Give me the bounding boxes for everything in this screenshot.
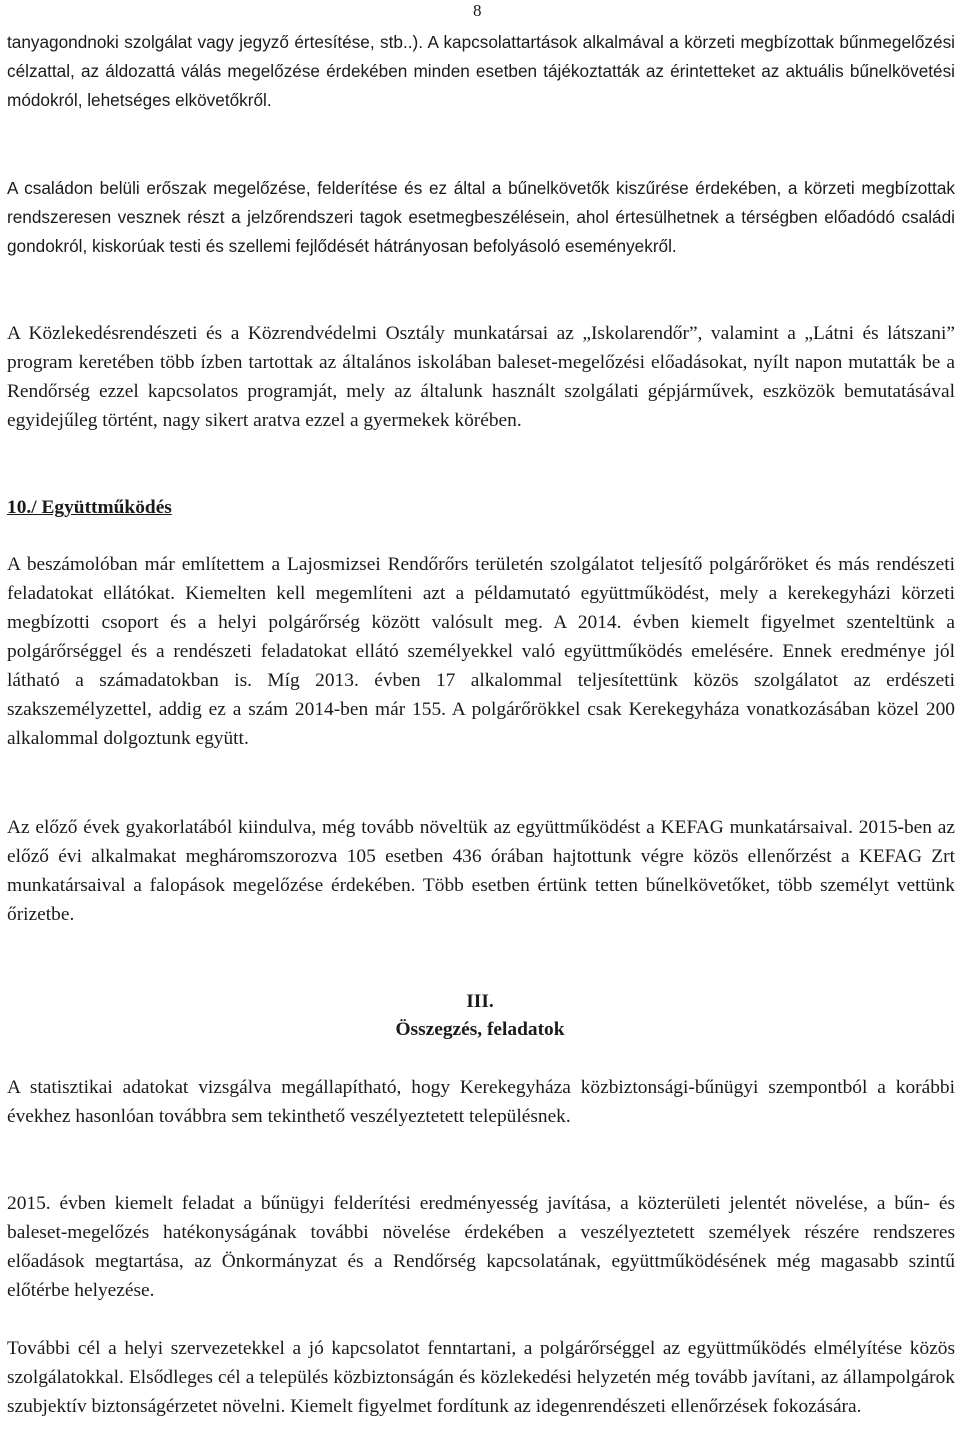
paragraph-text: A Közlekedésrendészeti és a Közrendvédelmi Osztály munkatársai az „Iskolarendőr”, valamint a „Látni és látszani” program keretében több ízben tartottak az általános iskolában baleset-megelőzési előadásokat, nyílt napon mutatták be a Rendőrség ezzel kapcsolatos programját, mely az általunk használt szolgálati gépjárművek, eszközök bemutatásával egyidejűleg történt, nagy sikert aratva ezzel a gyermekek körében. <box>7 323 955 431</box>
paragraph-further-goals <box>7 1334 955 1421</box>
paragraph-civil-guard <box>7 550 955 753</box>
paragraph-contacts <box>7 28 955 115</box>
paragraph-text: A statisztikai adatokat vizsgálva megállapítható, hogy Kerekegyháza közbiztonsági-bűnügyi szempontból a korábbi évekhez hasonlóan továbbra sem tekinthető veszélyeztetett településnek. <box>7 1077 955 1127</box>
paragraph-domestic-violence <box>7 174 955 261</box>
paragraph-text: A családon belüli erőszak megelőzése, felderítése és ez által a bűnelkövetők kiszűrése érdekében, a körzeti megbízottak rendszeresen vesznek részt a jelzőrendszeri tagok esetmegbeszélésein, ahol értesülhetnek a térségben előadódó családi gondokról, kiskorúak testi és szellemi fejlődését hátrányosan befolyásoló eseményekről. <box>7 178 955 256</box>
chapter-number: III. <box>466 991 494 1012</box>
paragraph-text: tanyagondnoki szolgálat vagy jegyző értesítése, stb..). A kapcsolattartások alkalmával a körzeti megbízottak bűnmegelőzési célzattal, az áldozattá válás megelőzése érdekében minden esetben tájékoztatták az érintetteket az aktuális bűnelkövetési módokról, lehetséges elkövetőkről. <box>7 32 955 110</box>
paragraph-text: További cél a helyi szervezetekkel a jó kapcsolatot fenntartani, a polgárőrséggel az együttműködés elmélyítése közös szolgálatokkal. Elsődleges cél a település közbiztonságán és közlekedési helyzetén még tovább javítani, az állampolgárok szubjektív biztonságérzetet növelni. Kiemelt figyelmet fordítunk az idegenrendészeti ellenőrzések fokozására. <box>7 1338 955 1417</box>
paragraph-traffic-police <box>7 319 955 435</box>
page-number: 8 <box>473 1 482 20</box>
section-heading-cooperation: 10./ Együttműködés <box>7 497 172 518</box>
paragraph-statistics <box>7 1073 955 1131</box>
paragraph-text: A beszámolóban már említettem a Lajosmizsei Rendőrőrs területén szolgálatot teljesítő polgárőröket és más rendészeti feladatokat ellátókat. Kiemelten kell megemlíteni azt a példamutató együttműködést, mely a kerekegyházi körzeti megbízotti csoport és a helyi polgárőrség között valósult meg. A 2014. évben kiemelt figyelmet szenteltünk a polgárőrséggel és a rendészeti feladatokat ellátó személyekkel való együttműködés emelésére. Ennek eredménye jól látható a számadatokban is. Míg 2013. évben 17 alkalommal teljesítettünk közös szolgálatot az erdészeti szakszemélyzettel, addig ez a szám 2014-ben már 155. A polgárőrökkel csak Kerekegyháza vonatkozásában közel 200 alkalommal dolgoztunk együtt. <box>7 554 955 749</box>
paragraph-kefag <box>7 813 955 929</box>
paragraph-text: Az előző évek gyakorlatából kiindulva, még tovább növeltük az együttműködést a KEFAG munkatársaival. 2015-ben az előző évi alkalmakat megháromszorozva 105 esetben 436 órában hajtottunk végre közös ellenőrzést a KEFAG Zrt munkatársaival a falopások megelőzése érdekében. Több esetben értünk tetten bűnelkövetőket, több személyt vettünk őrizetbe. <box>7 817 955 925</box>
paragraph-2015-tasks <box>7 1189 955 1305</box>
chapter-title: Összegzés, feladatok <box>395 1019 565 1040</box>
paragraph-text: 2015. évben kiemelt feladat a bűnügyi felderítési eredményesség javítása, a közterületi jelentét növelése, a bűn- és baleset-megelőzés hatékonyságának további növelése érdekében a veszélyeztetett személyek részére rendszeres előadások megtartása, az Önkormányzat és a Rendőrség kapcsolatának, együttműködésének még magasabb szintű előtérbe helyezése. <box>7 1193 955 1301</box>
